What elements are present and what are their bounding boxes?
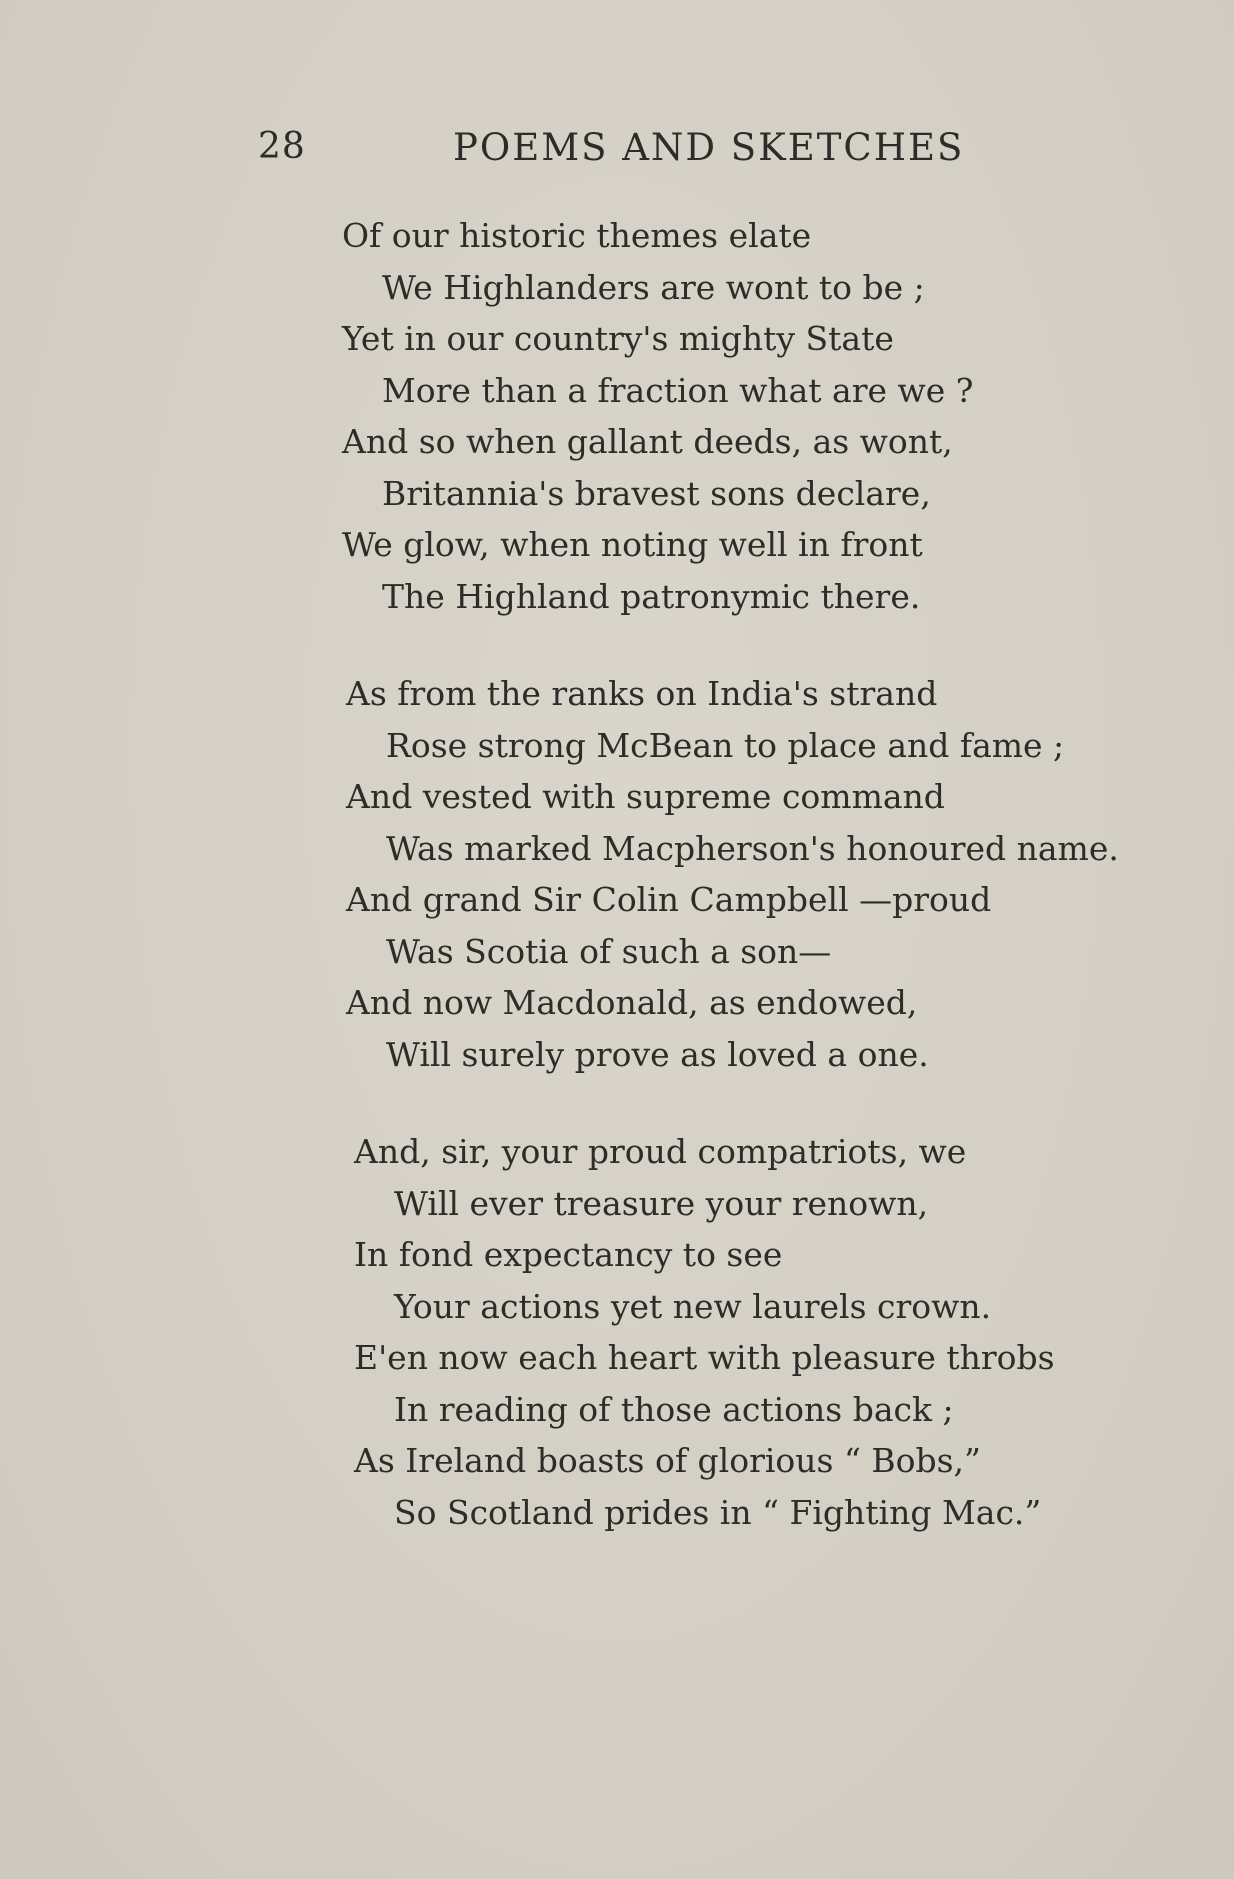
stanza-1 (342, 210, 1202, 622)
poem-line: We glow, when noting well in front (342, 525, 923, 564)
poem-line: And so when gallant deeds, as wont, (342, 422, 953, 461)
poem-line: Yet in our country's mighty State (342, 319, 894, 358)
poem-line: Your actions yet new laurels crown. (394, 1286, 992, 1326)
poem-line: The Highland patronymic there. (382, 576, 921, 616)
poem-line: And now Macdonald, as endowed, (346, 983, 918, 1022)
poem-line: Rose strong McBean to place and fame ; (386, 725, 1065, 765)
running-head-title: POEMS AND SKETCHES (453, 126, 965, 169)
poem-line: Britannia's bravest sons declare, (382, 473, 931, 513)
poem-line: We Highlanders are wont to be ; (382, 267, 925, 307)
poem-line: More than a fraction what are we ? (382, 370, 974, 410)
poem-line: E'en now each heart with pleasure throbs (354, 1338, 1055, 1377)
poem-line: Will ever treasure your renown, (394, 1183, 929, 1223)
poem-line: So Scotland prides in “ Fighting Mac.” (394, 1492, 1042, 1532)
poem-body (342, 210, 1202, 1584)
poem-line: Was Scotia of such a son— (386, 931, 832, 971)
poem-line: And grand Sir Colin Campbell —proud (346, 880, 992, 919)
poem-line: Will surely prove as loved a one. (386, 1034, 929, 1074)
poem-line: As from the ranks on India's strand (346, 674, 938, 713)
poem-line: And, sir, your proud compatriots, we (354, 1132, 967, 1171)
poem-line: And vested with supreme command (346, 777, 945, 816)
poem-line: As Ireland boasts of glorious “ Bobs,” (354, 1441, 981, 1480)
poem-line: Of our historic themes elate (342, 216, 812, 255)
page-number: 28 (258, 126, 306, 167)
poem-line: In reading of those actions back ; (394, 1389, 954, 1429)
poem-line: Was marked Macpherson's honoured name. (386, 828, 1119, 868)
stanza-2 (346, 668, 1202, 1080)
stanza-3 (354, 1126, 1202, 1538)
poem-line: In fond expectancy to see (354, 1235, 783, 1274)
